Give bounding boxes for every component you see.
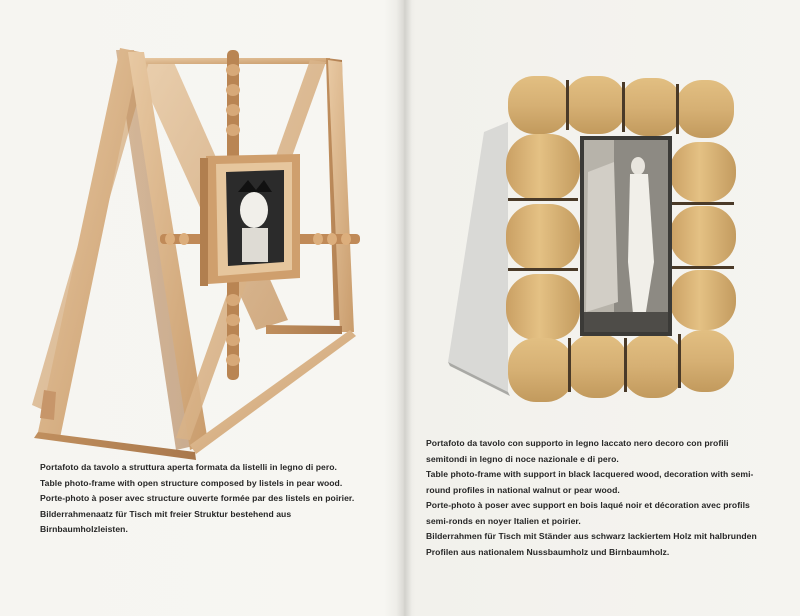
- caption-italian-1: Portafoto da tavolo con supporto in legno laccato nero decoro con profili: [426, 438, 729, 448]
- semi-round-frame-photo: [448, 62, 738, 432]
- caption-english-1: Table photo-frame with support in black lacquered wood, decoration with semi-: [426, 469, 754, 479]
- caption-german-2: Birnbaumholzleisten.: [40, 524, 128, 534]
- pear-wood-frame-photo: [30, 40, 370, 460]
- left-caption: [40, 460, 380, 538]
- caption-german-1: Bilderrahmen für Tisch mit Ständer aus schwarz lackiertem Holz mit halbrunden: [426, 531, 757, 541]
- caption-french: Porte-photo à poser avec structure ouverte formée par des listels en poirier.: [40, 493, 355, 503]
- caption-english: Table photo-frame with open structure composed by listels in pear wood.: [40, 477, 343, 488]
- caption-italian-2: semitondi in legno di noce nazionale e di pero.: [426, 453, 619, 464]
- right-page: [400, 0, 800, 616]
- caption-english-2: round profiles in national walnut or pear wood.: [426, 484, 620, 495]
- caption-german-1: Bilderrahmenaatz für Tisch mit freier Struktur bestehend aus: [40, 508, 292, 519]
- caption-french-2: semi-ronds en noyer Italien et poirier.: [426, 515, 581, 526]
- right-caption: [426, 436, 776, 560]
- caption-german-2: Profilen aus nationalem Nussbaumholz und Birnbaumholz.: [426, 546, 670, 557]
- caption-italian: Portafoto da tavolo a struttura aperta formata da listelli in legno di pero.: [40, 462, 337, 472]
- caption-french-1: Porte-photo à poser avec support en bois laqué noir et décoration avec profils: [426, 500, 750, 510]
